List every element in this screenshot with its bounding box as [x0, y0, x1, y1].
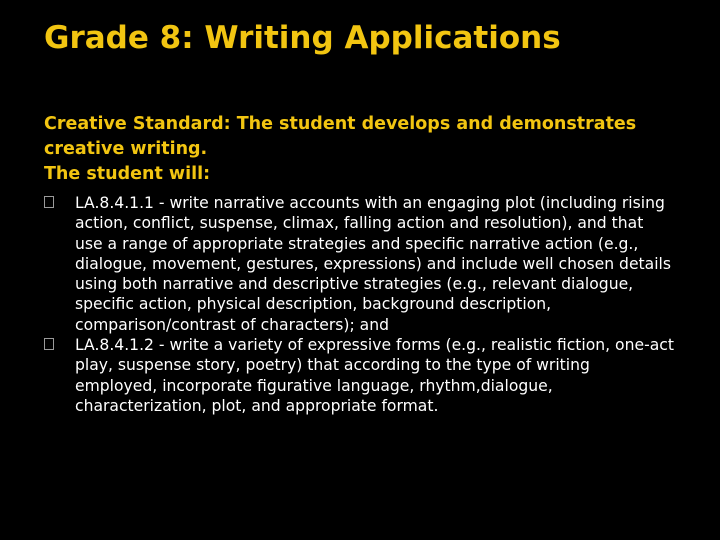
standard-line: creative writing. — [44, 139, 208, 159]
benchmark-item — [44, 335, 674, 416]
benchmark-list — [44, 193, 674, 416]
benchmark-item — [44, 193, 674, 335]
standard-heading — [44, 112, 674, 187]
slide-content — [44, 112, 674, 416]
standard-line: Creative Standard: The student develops and demonstrates — [44, 114, 637, 134]
standard-line: The student will: — [44, 164, 211, 184]
slide-title: Grade 8: Writing Applications — [44, 20, 561, 56]
benchmark-text: LA.8.4.1.2 - write a variety of expressive forms (e.g., realistic fiction, one-act play, suspense story, poetry) that according to the type of writing employed, incorporate figurative language, rhythm,dialogue, characterization, plot, and appropriate format. — [75, 336, 674, 415]
benchmark-text: LA.8.4.1.1 - write narrative accounts with an engaging plot (including rising action, conflict, suspense, climax, falling action and resolution), and that use a range of appropriate strategies and specific narrative action (e.g., dialogue, movement, gestures, expressions) and include well chosen details using both narrative and descriptive strategies (e.g., relevant dialogue, specific action, physical description, background description, comparison/contrast of characters); and — [75, 194, 672, 334]
missing-glyph-box-icon — [44, 196, 54, 208]
missing-glyph-box-icon — [44, 338, 54, 350]
